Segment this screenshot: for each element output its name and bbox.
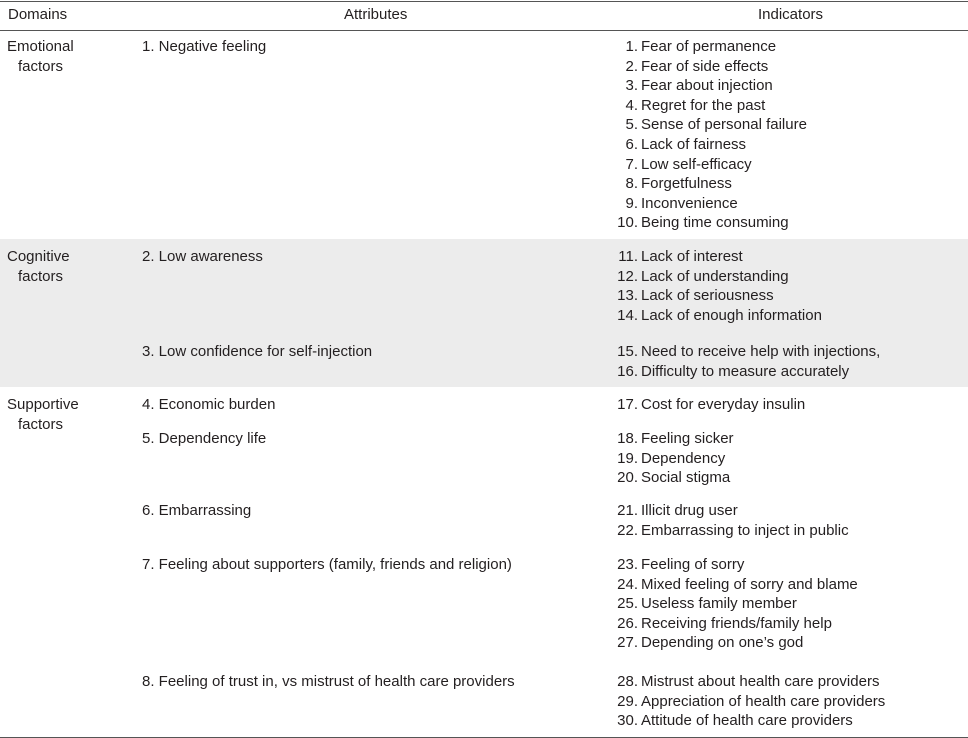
indicator-item [605,57,768,77]
indicator-text: Difficulty to measure accurately [641,362,850,380]
indicator-item [605,194,738,214]
indicator-text: Lack of fairness [641,136,747,153]
indicator-number: 24. [617,575,638,593]
indicator-text: Depending on one’s god [641,634,804,652]
indicator-text: Embarrassing to inject in public [641,521,849,539]
indicator-text: Mistrust about health care providers [641,673,880,690]
indicator-text: Regret for the past [641,96,766,114]
indicator-number: 2. [625,57,638,75]
indicator-number: 9. [625,194,638,212]
indicator-text: Cost for everyday insulin [641,396,806,413]
domain-label: factors [18,415,64,433]
attribute-label: 2. Low awareness [142,248,263,265]
indicator-text: Lack of interest [641,248,743,265]
indicator-text: Fear about injection [641,77,773,95]
indicator-text: Being time consuming [641,214,789,232]
attribute-label: 7. Feeling about supporters (family, friends and religion) [142,556,512,573]
indicator-number: 3. [625,77,638,95]
indicator-text: Useless family member [641,595,797,613]
indicator-item [605,555,744,575]
indicator-number: 25. [617,595,638,613]
indicator-item [605,575,858,595]
indicator-number: 10. [617,214,638,232]
indicator-item [605,614,832,634]
indicator-item [605,267,789,287]
indicator-item [605,306,822,326]
indicator-text: Need to receive help with injections, [641,343,881,360]
indicator-text: Fear of permanence [641,38,777,55]
indicator-item [605,342,880,362]
indicator-item [605,135,746,155]
indicator-item [605,174,732,194]
indicator-item [605,395,805,415]
indicator-item [605,115,807,135]
indicator-item [605,633,803,653]
indicator-text: Sense of personal failure [641,116,807,134]
indicator-number: 7. [625,155,638,173]
indicator-number: 22. [617,521,638,539]
domain-label: factors [18,267,64,285]
indicator-text: Attitude of health care providers [641,712,853,730]
indicator-number: 20. [617,469,638,487]
indicator-number: 11. [618,248,638,265]
header-domains: Domains [8,6,68,23]
indicator-number: 15. [617,343,638,360]
attribute-label: 8. Feeling of trust in, vs mistrust of health care providers [142,673,515,690]
indicator-item [605,286,774,306]
indicator-item [605,468,730,488]
indicator-number: 14. [617,306,638,324]
indicator-text: Lack of understanding [641,267,789,285]
indicator-item [605,76,773,96]
header-attributes: Attributes [344,6,408,23]
attribute-label: 5. Dependency life [142,430,267,447]
indicator-text: Feeling of sorry [641,556,745,573]
indicator-text: Dependency [641,449,726,467]
domain-label: Supportive [7,396,79,413]
indicator-text: Low self-efficacy [641,155,752,173]
indicator-text: Forgetfulness [641,175,732,193]
header-rule [0,30,968,31]
domain-label: factors [18,57,64,75]
indicator-text: Appreciation of health care providers [641,692,886,710]
indicator-text: Lack of seriousness [641,287,774,305]
indicator-item [605,594,797,614]
indicator-number: 28. [617,673,638,690]
header-indicators: Indicators [758,6,824,23]
top-rule [0,1,968,2]
indicator-number: 21. [617,502,638,519]
indicator-text: Lack of enough information [641,306,822,324]
indicator-item [605,429,734,449]
indicator-number: 5. [625,116,638,134]
attribute-label: 1. Negative feeling [142,38,267,55]
indicator-number: 1. [625,38,638,55]
indicator-number: 18. [617,430,638,447]
indicator-text: Inconvenience [641,194,738,212]
indicator-item [605,247,743,267]
indicator-item [605,213,789,233]
attribute-label: 4. Economic burden [142,396,276,413]
domain-label: Emotional [7,38,74,55]
indicator-number: 6. [625,136,638,153]
indicator-text: Mixed feeling of sorry and blame [641,575,858,593]
indicator-item [605,449,725,469]
indicator-item [605,155,752,175]
indicator-number: 29. [617,692,638,710]
indicator-item [605,501,738,521]
indicator-number: 19. [617,449,638,467]
indicator-number: 12. [617,267,638,285]
indicator-number: 8. [625,175,638,193]
indicator-item [605,711,853,731]
indicator-text: Receiving friends/family help [641,614,832,632]
indicator-item [605,692,885,712]
indicator-number: 23. [617,556,638,573]
indicator-number: 27. [617,634,638,652]
indicator-number: 26. [617,614,638,632]
attribute-label: 6. Embarrassing [142,502,252,519]
indicator-number: 30. [617,712,638,730]
indicator-text: Illicit drug user [641,502,738,519]
indicator-item [605,37,776,57]
indicator-item [605,96,765,116]
indicator-text: Social stigma [641,469,731,487]
indicator-item [605,672,879,692]
indicator-item [605,362,849,382]
indicator-number: 16. [617,362,638,380]
indicator-text: Fear of side effects [641,57,769,75]
indicator-item [605,521,849,541]
attribute-label: 3. Low confidence for self-injection [142,343,373,360]
domain-label: Cognitive [7,248,70,265]
indicator-number: 17. [617,396,638,413]
indicator-text: Feeling sicker [641,430,734,447]
indicator-number: 4. [625,96,638,114]
indicator-number: 13. [617,287,638,305]
